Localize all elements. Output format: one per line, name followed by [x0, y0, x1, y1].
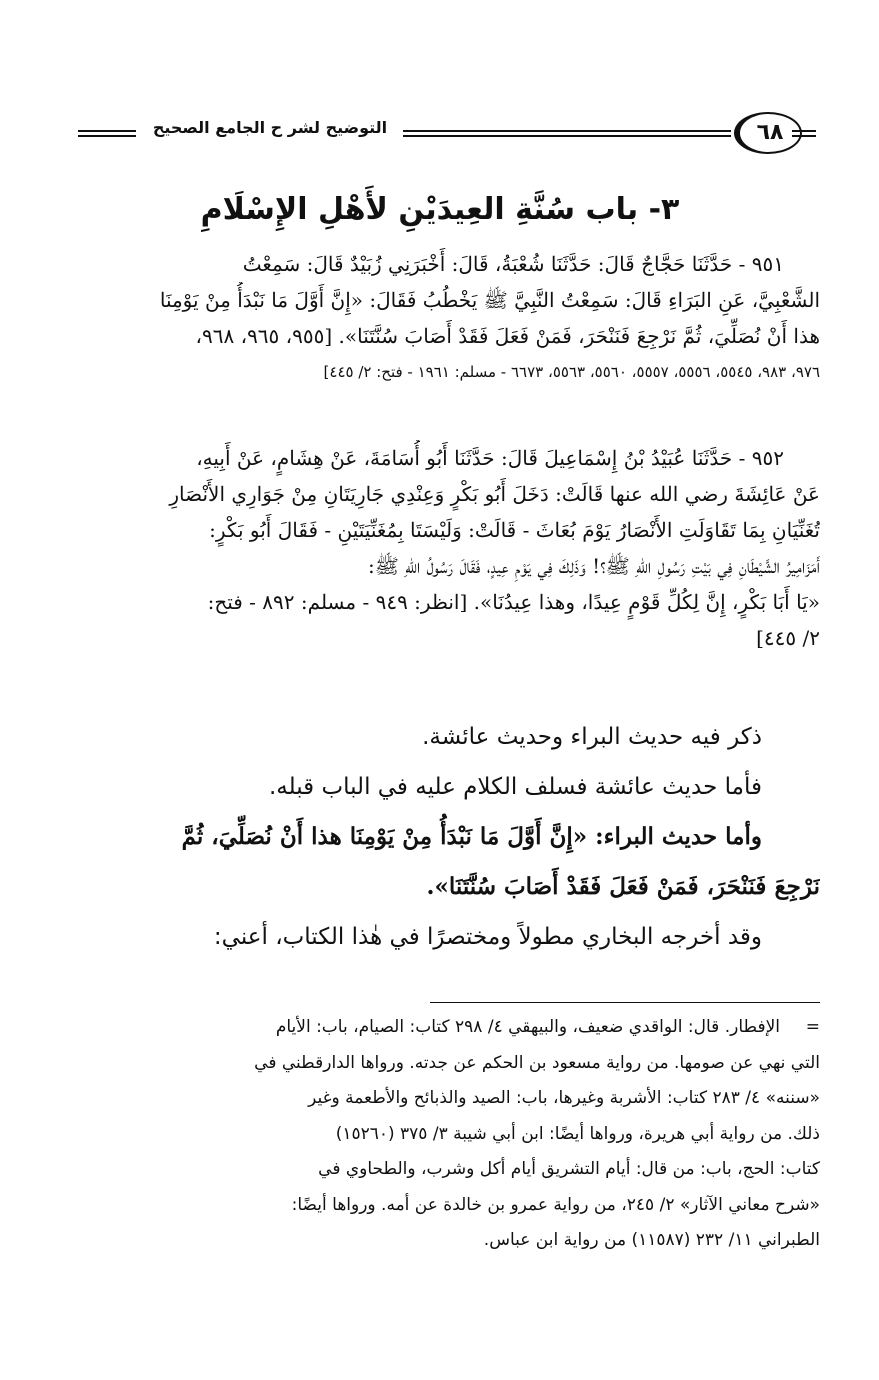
footnote-line: التي نهي عن صومها. من رواية مسعود بن الحكم عن جدته. ورواها الدارقطني في	[254, 1052, 820, 1073]
commentary-line: ذكر فيه حديث البراء وحديث عائشة.	[422, 724, 762, 750]
hadith-line: «يَا أَبَا بَكْرٍ، إِنَّ لِكُلِّ قَوْمٍ عِيدًا، وهذا عِيدُنَا». [انظر: ٩٤٩ - مسلم: ٨٩٢ - فتح:	[207, 590, 820, 614]
hadith-line: أَمَزَامِيرُ الشَّيْطَانِ فِي بَيْتِ رَسُولِ اللهِ ﷺ؟! وَذَلِكَ فِي يَوْمِ عِيدٍ، فَقَالَ رَسُولُ اللهِ ﷺ:	[367, 554, 820, 578]
page-number: ٦٨	[734, 112, 802, 154]
footnote-line: «سننه» ٤/ ٢٨٣ كتاب: الأشربة وغيرها، باب: الصيد والذبائح والأطعمة وغير	[308, 1088, 820, 1108]
commentary-line: وقد أخرجه البخاري مطولاً ومختصرًا في هٰذا الكتاب، أعني:	[213, 924, 762, 950]
hadith-line: الشَّعْبِيَّ، عَنِ البَرَاءِ قَالَ: سَمِعْتُ النَّبِيَّ ﷺ يَخْطُبُ فَقَالَ: «إِنَّ أَوَّلَ مَا نَبْدَأُ مِنْ يَوْمِنَا	[159, 288, 820, 312]
header-rule-middle	[403, 130, 731, 137]
hadith-line: هذا أَنْ نُصَلِّيَ، ثُمَّ نَرْجِعَ فَنَنْحَرَ، فَمَنْ فَعَلَ فَقَدْ أَصَابَ سُنَّتَنَا». [٩٥٥، ٩٦٥، ٩٦٨،	[195, 324, 820, 348]
footnote-line: كتاب: الحج، باب: من قال: أيام التشريق أيام أكل وشرب، والطحاوي في	[318, 1159, 820, 1179]
hadith-951	[62, 246, 820, 390]
footnote-continuation-marker: =	[805, 1017, 820, 1037]
commentary-line: وأما حديث البراء: «إِنَّ أَوَّلَ مَا نَبْدَأُ مِنْ يَوْمِنَا هذا أَنْ نُصَلِّيَ، ثُمَّ	[181, 823, 762, 850]
hadith-line: ٩٥١ - حَدَّثَنَا حَجَّاجٌ قَالَ: حَدَّثَنَا شُعْبَةُ، قَالَ: أَخْبَرَنِي زُبَيْدٌ قَالَ: سَمِعْتُ	[242, 252, 784, 276]
header-rule-right	[792, 130, 816, 137]
hadith-line: عَنْ عَائِشَةَ رضي الله عنها قَالَتْ: دَخَلَ أَبُو بَكْرٍ وَعِنْدِي جَارِيَتَانِ مِنْ جَوَارِي الأَنْصَارِ	[169, 482, 820, 506]
footnote-line: الإفطار. قال: الواقدي ضعيف، والبيهقي ٤/ ٢٩٨ كتاب: الصيام، باب: الأيام	[275, 1017, 780, 1037]
commentary	[62, 712, 820, 962]
hadith-references: ٩٧٦، ٩٨٣، ٥٥٤٥، ٥٥٥٦، ٥٥٥٧، ٥٥٦٠، ٥٥٦٣، ٦٦٧٣ - مسلم: ١٩٦١ - فتح: ٢/ ٤٤٥]	[323, 363, 820, 381]
running-title: التوضيح لشر ح الجامع الصحيح	[152, 118, 388, 137]
hadith-952	[62, 440, 820, 656]
running-header	[70, 112, 810, 156]
commentary-line: فأما حديث عائشة فسلف الكلام عليه في الباب قبله.	[268, 774, 762, 800]
hadith-line: ٢/ ٤٤٥]	[756, 626, 820, 650]
chapter-heading: ٣- باب سُنَّةِ العِيدَيْنِ لأَهْلِ الإِسْلَامِ	[200, 192, 680, 227]
footnote-line: الطبراني ١١/ ٢٣٢ (١١٥٨٧) من رواية ابن عباس.	[483, 1230, 820, 1250]
hadith-number: ٩٥١	[751, 252, 784, 276]
hadith-line: ٩٥٢ - حَدَّثَنَا عُبَيْدُ بْنُ إِسْمَاعِيلَ قَالَ: حَدَّثَنَا أَبُو أُسَامَةَ، عَنْ هِشَامٍ، عَنْ أَبِيهِ،	[196, 446, 784, 470]
footnote-separator	[430, 1002, 820, 1003]
commentary-line: نَرْجِعَ فَنَنْحَرَ، فَمَنْ فَعَلَ فَقَدْ أَصَابَ سُنَّتَنَا».	[426, 873, 820, 900]
hadith-number: ٩٥٢	[751, 446, 784, 470]
header-rule-left	[78, 130, 136, 137]
footnote	[62, 1010, 820, 1259]
footnote-line: ذلك. من رواية أبي هريرة، ورواها أيضًا: ابن أبي شيبة ٣/ ٣٧٥ (١٥٢٦٠)	[335, 1123, 820, 1144]
footnote-line: «شرح معاني الآثار» ٢/ ٢٤٥، من رواية عمرو بن خالدة عن أمه. ورواها أيضًا:	[291, 1194, 820, 1215]
hadith-line: تُغَنِّيَانِ بِمَا تَقَاوَلَتِ الأَنْصَارُ يَوْمَ بُعَاثَ - قَالَتْ: وَلَيْسَتَا بِمُغَنِّيَتَيْنِ - فَقَالَ أَبُو بَكْرٍ:	[209, 518, 820, 542]
